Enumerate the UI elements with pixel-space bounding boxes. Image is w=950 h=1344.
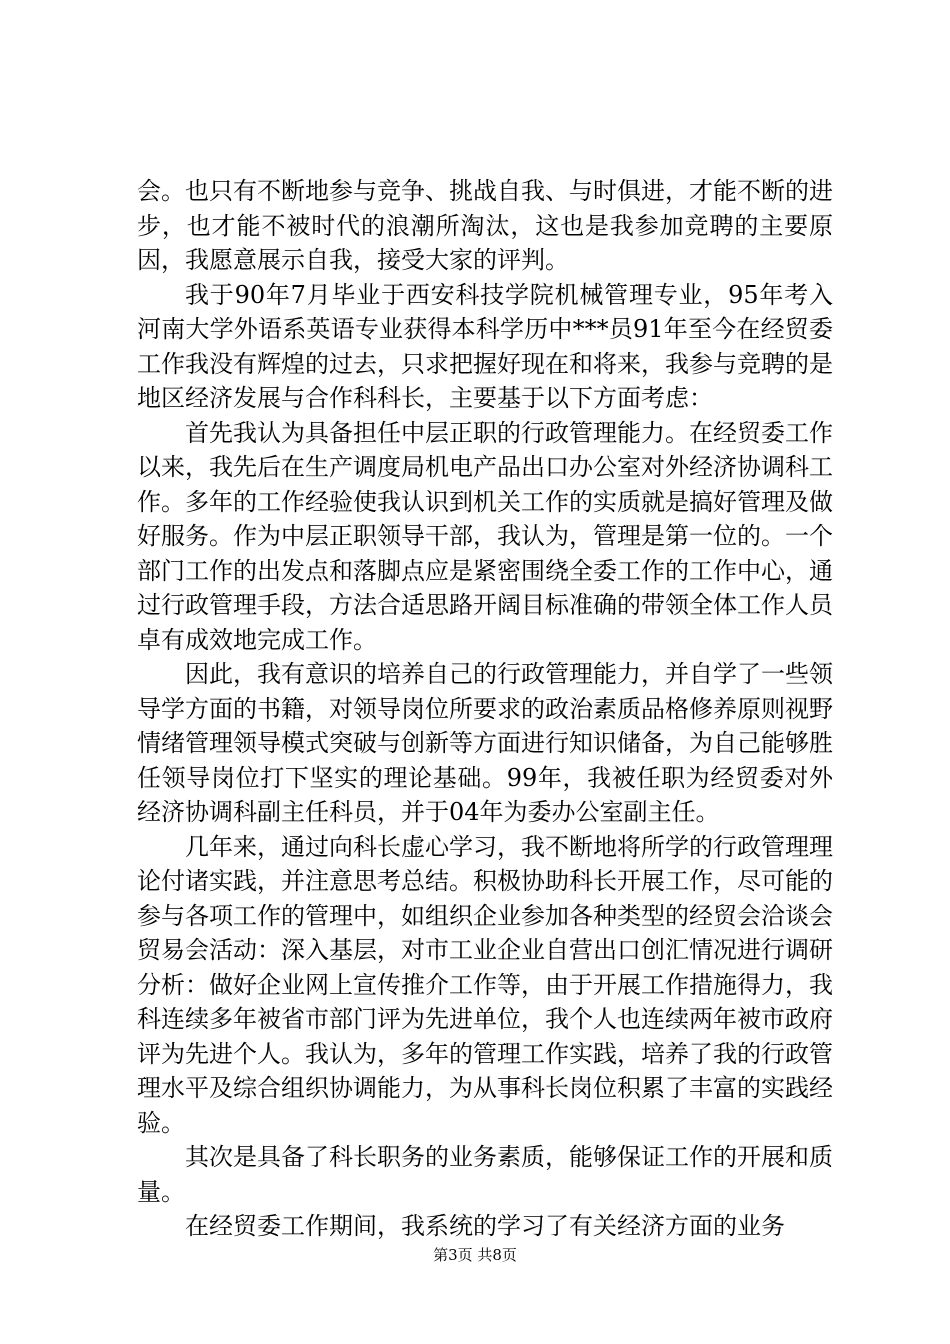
paragraph-4: 因此，我有意识的培养自己的行政管理能力，并自学了一些领导学方面的书籍，对领导岗位所要求的政治素质品格修养原则视野情绪管理领导模式突破与创新等方面进行知识储备，为自己能够胜任领导岗位打下坚实的理论基础。99年，我被任职为经贸委对外经济协调科副主任科员，并于04年为委办公室副主任。 [137, 660, 833, 826]
paragraph-2: 我于90年7月毕业于西安科技学院机械管理专业，95年考入河南大学外语系英语专业获得本科学历中***员91年至今在经贸委工作我没有辉煌的过去，只求把握好现在和将来，我参与竞聘的是地区经济发展与合作科科长，主要基于以下方面考虑： [137, 280, 833, 412]
paragraph-1: 会。也只有不断地参与竞争、挑战自我、与时俱进，才能不断的进步，也才能不被时代的浪潮所淘汰，这也是我参加竞聘的主要原因，我愿意展示自我，接受大家的评判。 [137, 177, 833, 274]
page-footer: 第3页 共8页 [433, 1246, 517, 1264]
document-body [137, 174, 833, 1244]
paragraph-7: 在经贸委工作期间，我系统的学习了有关经济方面的业务 [185, 1212, 785, 1240]
paragraph-5: 几年来，通过向科长虚心学习，我不断地将所学的行政管理理论付诸实践，并注意思考总结。积极协助科长开展工作，尽可能的参与各项工作的管理中，如组织企业参加各种类型的经贸会洽谈会贸易会活动：深入基层，对市工业企业自营出口创汇情况进行调研分析：做好企业网上宣传推介工作等，由于开展工作措施得力，我科连续多年被省市部门评为先进单位，我个人也连续两年被市政府评为先进个人。我认为，多年的管理工作实践，培养了我的行政管理水平及综合组织协调能力，为从事科长岗位积累了丰富的实践经验。 [137, 832, 833, 1137]
paragraph-3: 首先我认为具备担任中层正职的行政管理能力。在经贸委工作以来，我先后在生产调度局机电产品出口办公室对外经济协调科工作。多年的工作经验使我认识到机关工作的实质就是搞好管理及做好服务。作为中层正职领导干部，我认为，管理是第一位的。一个部门工作的出发点和落脚点应是紧密围绕全委工作的工作中心，通过行政管理手段，方法合适思路开阔目标准确的带领全体工作人员卓有成效地完成工作。 [137, 418, 833, 654]
paragraph-6: 其次是具备了科长职务的业务素质，能够保证工作的开展和质量。 [137, 1143, 833, 1206]
